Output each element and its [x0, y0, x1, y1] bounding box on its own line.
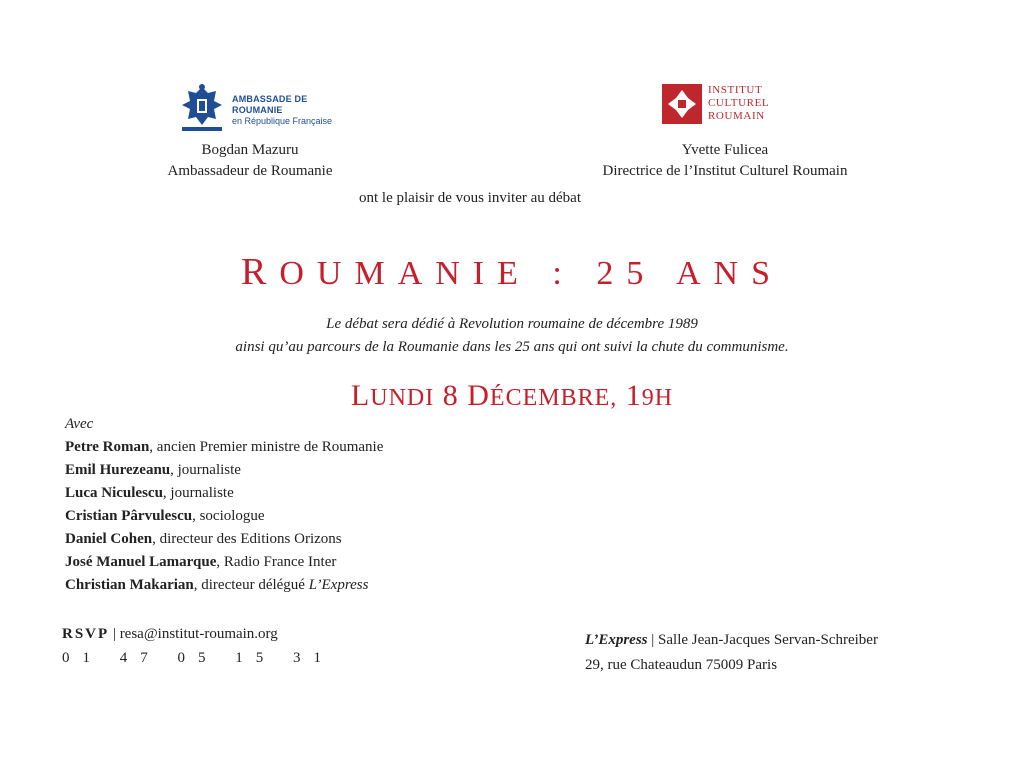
- host-left: [120, 140, 380, 182]
- speaker-row: [65, 528, 383, 551]
- institute-logo-line2: CULTUREL: [708, 97, 770, 109]
- subtitle-line1: Le débat sera dédié à Revolution roumaine de décembre 1989: [326, 316, 698, 332]
- venue-address: 29, rue Chateaudun 75009 Paris: [585, 657, 778, 673]
- rsvp-separator: |: [109, 626, 120, 642]
- speaker-name: José Manuel Lamarque: [65, 554, 217, 570]
- speaker-role: , sociologue: [192, 508, 265, 524]
- icr-cross-logo-icon: [662, 84, 702, 129]
- host-left-name: Bogdan Mazuru: [201, 142, 299, 158]
- host-right: [555, 140, 895, 182]
- institute-logo-line3: ROUMAIN: [708, 110, 765, 122]
- institute-logo: [662, 84, 802, 132]
- speaker-name: Emil Hurezeanu: [65, 462, 171, 478]
- speaker-row: [65, 459, 383, 482]
- speaker-role: , directeur des Editions Orizons: [152, 531, 342, 547]
- event-title: [0, 250, 1024, 294]
- rsvp-phone: 01 47 05 15 31: [62, 650, 334, 666]
- speaker-row: [65, 482, 383, 505]
- embassy-logo-line2: en République Française: [232, 115, 333, 126]
- venue-hall: Salle Jean-Jacques Servan-Schreiber: [658, 632, 878, 648]
- speaker-row: [65, 551, 383, 574]
- speaker-list: [65, 436, 383, 597]
- speaker-role: , Radio France Inter: [216, 554, 337, 570]
- invite-line: ont le plaisir de vous inviter au débat: [358, 190, 582, 206]
- subtitle-line2: ainsi qu’au parcours de la Roumanie dans les 25 ans qui ont suivi la chute du communisme.: [235, 339, 789, 355]
- event-date: [0, 379, 1024, 413]
- venue-separator: |: [647, 632, 659, 648]
- rsvp-email[interactable]: resa@institut-roumain.org: [119, 626, 278, 642]
- event-title-first-letter: R: [241, 251, 280, 293]
- speaker-row: [65, 574, 383, 597]
- venue-brand: L’Express: [585, 632, 648, 648]
- speaker-role: , journaliste: [162, 485, 234, 501]
- host-right-title: Directrice de l’Institut Culturel Roumain: [602, 163, 848, 179]
- embassy-logo: [178, 84, 358, 136]
- speaker-row: [65, 436, 383, 459]
- host-right-name: Yvette Fulicea: [681, 142, 769, 158]
- institute-logo-line1: INSTITUT: [708, 84, 763, 96]
- romanian-coat-of-arms-icon: [178, 83, 226, 138]
- speaker-name: Christian Makarian: [65, 577, 194, 593]
- embassy-logo-line1: AMBASSADE DE ROUMANIE: [232, 93, 308, 115]
- event-date-text: LUNDI 8 DÉCEMBRE, 19H: [350, 379, 674, 412]
- speaker-name: Luca Niculescu: [65, 485, 163, 501]
- rsvp-line: [62, 626, 278, 643]
- speaker-name: Daniel Cohen: [65, 531, 153, 547]
- event-title-rest: OUMANIE : 25 ANS: [279, 255, 783, 292]
- rsvp-label: RSVP: [62, 626, 110, 642]
- avec-label: Avec: [65, 416, 94, 432]
- speaker-name: Cristian Pârvulescu: [65, 508, 193, 524]
- speaker-role: , journaliste: [170, 462, 241, 478]
- speaker-role: , directeur délégué: [193, 577, 309, 593]
- host-left-title: Ambassadeur de Roumanie: [167, 163, 333, 179]
- speaker-role: , ancien Premier ministre de Roumanie: [149, 439, 384, 455]
- event-subtitle: [0, 313, 1024, 359]
- speaker-role-publication: L’Express: [308, 577, 369, 593]
- speaker-row: [65, 505, 383, 528]
- venue: [585, 628, 878, 678]
- speaker-name: Petre Roman: [65, 439, 150, 455]
